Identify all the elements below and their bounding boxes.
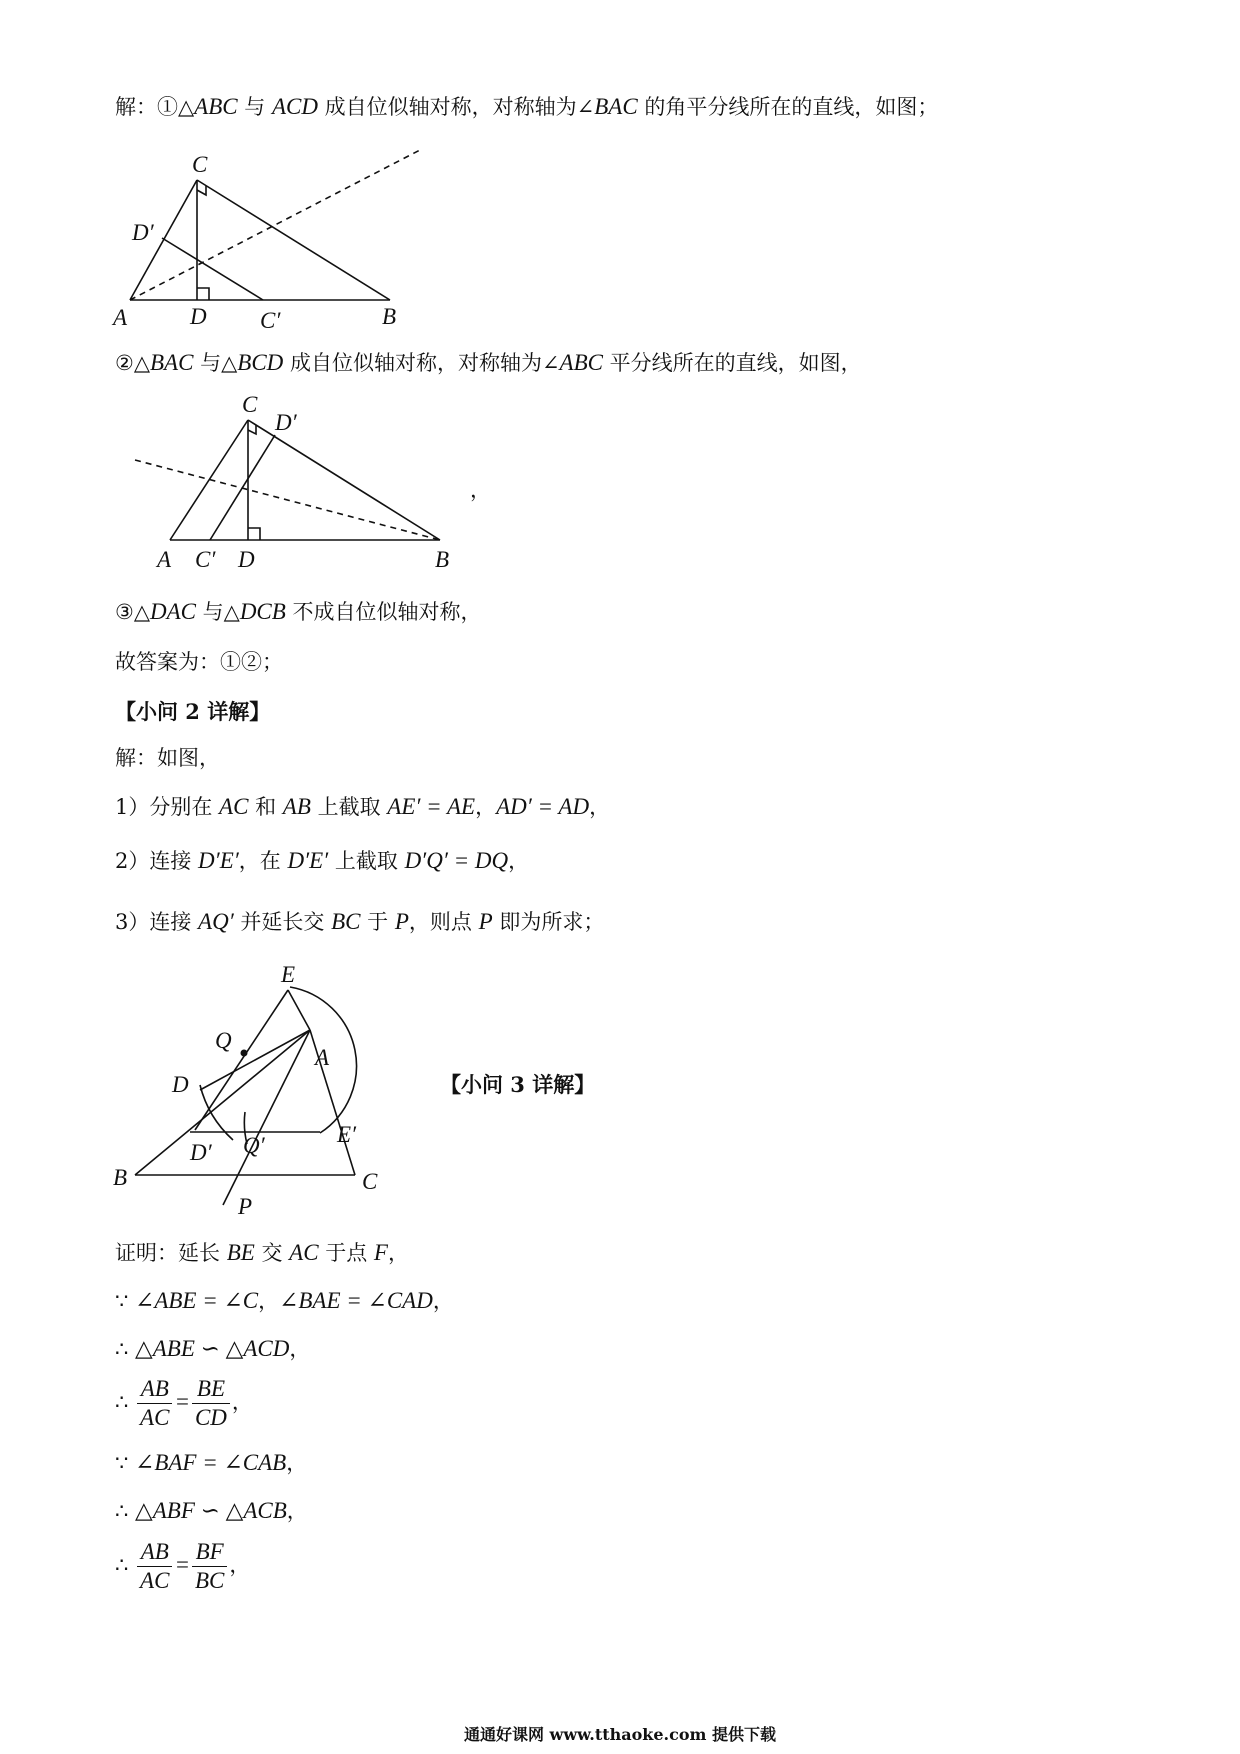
fig1-label-a: A <box>113 305 128 330</box>
fig2-label-dprime: D′ <box>275 410 297 435</box>
fig1-label-b: B <box>382 304 397 329</box>
fig3-label-c: C <box>362 1169 378 1194</box>
fig1-label-cprime: C′ <box>260 308 281 333</box>
fraction: $\frac{BF}{BC}$ <box>192 1538 227 1595</box>
fig3-label-dprime: D′ <box>190 1140 212 1165</box>
fig2-label-d: D <box>238 547 255 572</box>
proof-line-2: ∵ ∠ABE = ∠C，∠BAE = ∠CAD， <box>115 1288 454 1313</box>
figure-2-triangle-bac <box>130 392 470 580</box>
fig1-label-c: C <box>192 152 208 177</box>
solution-line-3: ③△DAC 与△DCB 不成自位似轴对称， <box>115 599 482 624</box>
triangle-symbol-icon: △ <box>133 351 150 375</box>
fig3-label-q: Q <box>215 1028 232 1053</box>
fig3-label-a: A <box>315 1045 330 1070</box>
fig3-label-qprime: Q′ <box>243 1133 265 1158</box>
proof-line-1: 证明：延长 BE 交 AC 于点 F， <box>115 1240 409 1265</box>
figure-3-construction <box>105 960 445 1225</box>
fig2-label-cprime: C′ <box>195 547 216 572</box>
answer-line: 故答案为：①②； <box>115 650 283 674</box>
fig3-label-b: B <box>113 1165 128 1190</box>
fig3-label-e: E <box>281 962 296 987</box>
fig2-label-c: C <box>242 392 258 417</box>
fig2-label-a: A <box>157 547 172 572</box>
proof-line-7: ∴ $\frac{AB}{AC}$ = $\frac{BF}{BC}$ ， <box>115 1539 251 1593</box>
fraction: $\frac{BE}{CD}$ <box>192 1375 230 1432</box>
fig1-label-d: D <box>190 304 207 329</box>
proof-line-6: ∴ △ABF ∽ △ACB， <box>115 1498 308 1523</box>
q2-step-1: 1）分别在 AC 和 AB 上截取 AE′ = AE，AD′ = AD， <box>115 794 611 819</box>
fraction: $\frac{AB}{AC}$ <box>137 1375 172 1432</box>
page-footer: 通通好课网 www.tthaoke.com 提供下载 <box>463 1725 777 1744</box>
fig2-label-b: B <box>435 547 450 572</box>
fig1-label-dprime: D′ <box>132 220 154 245</box>
section-heading-q3: 【小问 3 详解】 <box>440 1072 596 1097</box>
section-heading-q2: 【小问 2 详解】 <box>115 699 271 724</box>
q2-step-2: 2）连接 D′E′，在 D′E′ 上截取 D′Q′ = DQ， <box>115 848 530 873</box>
fraction: $\frac{AB}{AC}$ <box>137 1538 172 1595</box>
triangle-symbol-icon: △ <box>178 95 195 119</box>
solution-line-2: ②△BAC 与△BCD 成自位似轴对称，对称轴为∠ABC 平分线所在的直线，如图， <box>115 350 862 375</box>
fig3-label-eprime: E′ <box>337 1122 357 1147</box>
fig3-label-p: P <box>238 1194 253 1219</box>
q2-step-3: 3）连接 AQ′ 并延长交 BC 于 P，则点 P 即为所求； <box>115 909 605 934</box>
figure-2-comma: ， <box>470 478 491 502</box>
proof-line-4: ∴ $\frac{AB}{AC}$ = $\frac{BE}{CD}$ ， <box>115 1376 253 1430</box>
fig3-label-d: D <box>172 1072 189 1097</box>
proof-line-5: ∵ ∠BAF = ∠CAB， <box>115 1450 308 1475</box>
solution-line-1: 解：①△ABC 与 ACD 成自位似轴对称，对称轴为∠BAC 的角平分线所在的直线，如图； <box>115 94 939 119</box>
figure-1-triangle-abc <box>110 140 430 335</box>
proof-line-3: ∴ △ABE ∽ △ACD， <box>115 1336 311 1361</box>
q2-solution-intro: 解：如图， <box>115 746 220 770</box>
